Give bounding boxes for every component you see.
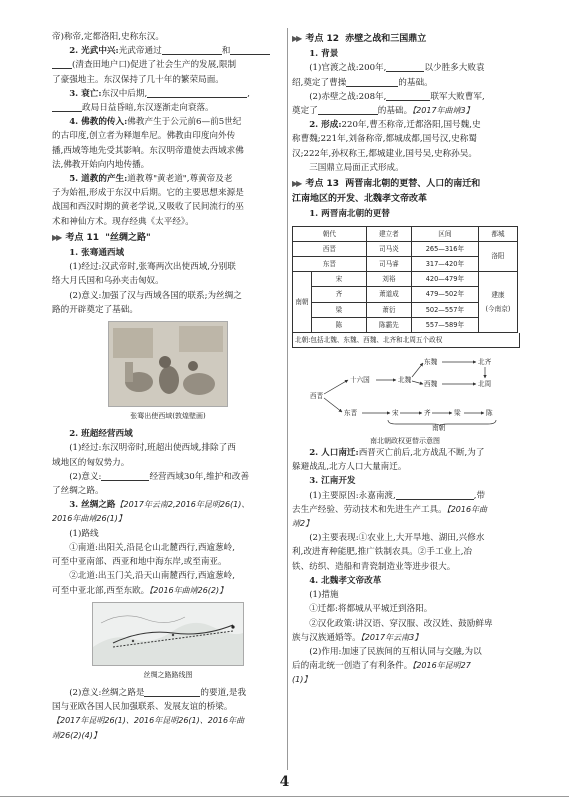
text-line: 子为始祖,形成于东汉中后期。它的主要思想来源是 (52, 188, 244, 199)
text-line: 利,改进育种能肥,推广铁制农具。②手工业上,冶 (292, 547, 473, 558)
text-line: 铁、纺织、造船和青瓷制造业等进步很大。 (292, 561, 456, 572)
text-line: 了豪强地主。东汉保持了几十年的繁荣局面。 (52, 74, 224, 85)
text-line: ②汉化政策:讲汉语、穿汉服、改汉姓、鼓励鲜卑 (309, 618, 493, 629)
text-line: 靖26(2)(4)】 (52, 730, 101, 740)
fill-blank[interactable] (52, 101, 82, 112)
table-cell: 洛阳 (478, 241, 517, 271)
subheading: 1. 背景 (309, 49, 339, 60)
table-cell: 建康 (今南京) (478, 272, 517, 333)
text-line: 绍,奠定了曹操 的基础。 (292, 77, 433, 88)
node-beiwei: 北魏 (398, 376, 412, 385)
table-cell: 南朝 (293, 272, 312, 333)
fill-blank[interactable] (147, 87, 247, 98)
table-cell: 齐 (312, 287, 367, 302)
image-caption: 丝绸之路路线图 (143, 670, 193, 679)
fill-blank[interactable] (396, 489, 474, 500)
text-line: 可至中亚南部、西亚和地中海东岸,或至南亚。 (52, 557, 227, 568)
text-line: (1)主要原因:永嘉南渡, ,带 (309, 490, 486, 501)
subheading: 3. 江南开发 (309, 476, 356, 487)
table-cell: 陈 (312, 317, 367, 332)
fill-blank[interactable] (101, 470, 149, 481)
table-cell: 陈霸先 (366, 317, 411, 332)
text-line: (2)主要表现:①农业上,大开旱地、湖田,兴修水 (309, 533, 485, 544)
fill-blank[interactable] (144, 686, 200, 697)
text-line: 术和神仙方术。现存经典《太平经》。 (52, 216, 194, 227)
diagram-caption: 南北朝政权更替示意图 (370, 437, 440, 446)
text-line: 靖2】 (292, 519, 314, 529)
text-line: 法,佛教开始向内地传播。 (52, 159, 150, 170)
node-song: 宋 (392, 409, 399, 418)
node-dongwei: 东魏 (424, 358, 438, 367)
text-line: 帝)称帝,定都洛阳,史称东汉。 (52, 32, 164, 42)
text-line: (1)经过:汉武帝时,张骞两次出使西域,分别联 (69, 262, 236, 273)
table-cell: 西晋 (293, 241, 367, 256)
table-cell: 东晋 (293, 257, 367, 272)
text-line: 5. 道教的产生:道教尊"黄老道",尊黄帝及老 (69, 174, 233, 185)
text-line: 【2017年昆明26(1)、2016年昆明26(1)、2016年曲 (52, 716, 245, 726)
text-line: 2. 人口南迁:西晋灭亡前后,北方战乱不断,为了 (309, 448, 485, 459)
table-cell: 317—420年 (411, 257, 478, 272)
table-note: 北朝:包括北魏、东魏、西魏、北齐和北周五个政权 (292, 333, 520, 348)
text-line: 汉;222年,孙权称王,都城建业,国号吴,史称孙吴。 (292, 148, 477, 159)
image-caption: 张骞出使西域(敦煌壁画) (130, 412, 206, 421)
table-row (293, 241, 518, 256)
table-cell: 479—502年 (411, 287, 478, 302)
text-line: 2016年曲靖26(1)】 (52, 514, 126, 524)
node-shiliuguo: 十六国 (350, 376, 370, 385)
node-xiwei: 西魏 (424, 380, 438, 389)
text-line: 后的南北统一创造了有利条件。【2016年昆明27 (292, 661, 471, 672)
fill-blank[interactable] (386, 90, 430, 101)
text-line: ②北道:出玉门关,沿天山南麓西行,西逾葱岭, (69, 571, 235, 582)
text-line: (清查田地户口)促进了社会生产的发展,限制 (52, 58, 284, 72)
text-line: (2)意义:丝绸之路是 的要道,是我 (69, 687, 247, 698)
table-header-cell: 朝代 (293, 226, 367, 241)
table-cell: 宋 (312, 272, 367, 287)
table-header-cell: 区间 (411, 226, 478, 241)
text-line: 3. 丝绸之路【2017年云南2,2016年昆明26(1)、 (69, 500, 250, 511)
route-map-illustration (93, 603, 243, 665)
text-line: 政局日益昏暗,东汉逐渐走向衰落。 (52, 101, 284, 115)
text-line: 播,西域等地先受其影响。东汉明帝遣使去西域求佛 (52, 145, 244, 156)
subheading: 2. 班超经营西域 (69, 429, 133, 440)
text-line: 2. 光武中兴:光武帝通过 和 (52, 44, 284, 58)
node-chen: 陈 (486, 409, 493, 418)
fill-blank[interactable] (386, 61, 424, 72)
silk-road-map (92, 602, 244, 666)
text-line: 3. 衰亡:东汉中后期, , (69, 88, 250, 99)
table-header-cell: 建立者 (366, 226, 411, 241)
text-line: 躲避战乱,北方人口大量南迁。 (292, 462, 407, 473)
text-line: 战国和西汉时期的黄老学说,又吸收了民间流行的巫 (52, 202, 244, 213)
fill-blank[interactable] (318, 104, 378, 115)
table-row (293, 272, 518, 287)
text-line: (1)官渡之战:200年, 以少胜多大败袁 (309, 63, 485, 74)
text-line: 域地区的匈奴势力。 (52, 457, 130, 468)
page-number: 4 (279, 774, 290, 790)
text-line: 奠定了 的基础。【2017年曲靖3】 (292, 106, 474, 117)
text-line: (1)】 (292, 675, 312, 685)
double-arrow-icon: ▶▶ (292, 34, 301, 43)
section-heading-k13: ▶▶ 考点 13 两晋南北朝的更替、人口的南迁和 (292, 179, 481, 190)
left-column (52, 30, 284, 743)
dynasty-table (292, 226, 518, 333)
text-line: 可至中亚北部,西至东欧。【2016年曲靖26(2)】 (52, 585, 228, 596)
subheading: 1. 两晋南北朝的更替 (309, 209, 390, 220)
text-line: (1)经过:东汉明帝时,班超出使西域,排除了西 (69, 443, 236, 454)
text-line: (1)路线 (69, 528, 99, 539)
table-cell: 萧道成 (366, 287, 411, 302)
section-heading-k11: ▶▶ 考点 11 "丝绸之路" (52, 232, 151, 243)
table-header-row (293, 226, 518, 241)
table-cell: 265—316年 (411, 241, 478, 256)
text-line: 三国鼎立局面正式形成。 (309, 162, 404, 173)
text-line: 4. 佛教的传入:佛教产生于公元前6—前5世纪 (69, 117, 242, 128)
table-cell: 梁 (312, 302, 367, 317)
text-line: (2)赤壁之战:208年, 联军大败曹军, (309, 91, 485, 102)
column-divider (287, 28, 288, 770)
table-cell: 420—479年 (411, 272, 478, 287)
double-arrow-icon: ▶▶ (292, 179, 301, 189)
section-heading-k12: ▶▶ 考点 12 赤壁之战和三国鼎立 (292, 34, 427, 44)
node-dongjin: 东晋 (344, 409, 358, 418)
text-line: (2)意义: 经营西域30年,维护和改善 (69, 471, 250, 482)
table-cell: 502—557年 (411, 302, 478, 317)
text-line: 了丝绸之路。 (52, 486, 104, 497)
text-line: (1)措施 (309, 590, 339, 601)
fill-blank[interactable] (346, 76, 398, 87)
fill-blank[interactable] (230, 44, 270, 55)
mural-illustration (109, 322, 227, 406)
node-qi: 齐 (424, 409, 431, 418)
node-xijin: 西晋 (310, 392, 324, 401)
double-arrow-icon: ▶▶ (52, 232, 61, 242)
table-cell: 557—589年 (411, 317, 478, 332)
table-cell: 刘裕 (366, 272, 411, 287)
text-line: (2)意义:加强了汉与西域各国的联系;为丝绸之 (69, 290, 242, 301)
table-header-cell: 都城 (478, 226, 517, 241)
fill-blank[interactable] (162, 44, 222, 55)
text-line: 路的开辟奠定了基础。 (52, 304, 138, 315)
text-line: 国与亚欧各国人民加强联系、发展友谊的桥梁。 (52, 702, 233, 713)
fill-blank[interactable] (52, 58, 72, 69)
dynasty-succession-diagram (292, 350, 518, 446)
text-line: 称曹魏;221年,刘备称帝,都城成都,国号汉,史称蜀 (292, 134, 477, 145)
mural-image (108, 321, 228, 407)
table-cell: 萧衍 (366, 302, 411, 317)
text-line: 族与汉族通婚等。【2017年云南3】 (292, 632, 423, 643)
footer-rule (0, 796, 569, 797)
text-line: 去生产经验、劳动技术和先进生产工具。【2016年曲 (292, 504, 488, 515)
text-line: 络大月氏国和乌孙夹击匈奴。 (52, 276, 164, 287)
text-line: (2)作用:加速了民族间的互相认同与交融,为以 (309, 646, 482, 657)
table-cell: 司马睿 (366, 257, 411, 272)
text-line: 的古印度,创立者为释迦牟尼。佛教由印度向外传 (52, 131, 236, 142)
section-heading-k13-cont: 江南地区的开发、北魏孝文帝改革 (292, 194, 428, 205)
node-nanchao: 南朝 (432, 424, 446, 433)
right-column (292, 30, 520, 688)
node-liang: 梁 (454, 409, 461, 418)
text-line: ①南道:出阳关,沿昆仑山北麓西行,西逾葱岭, (69, 542, 235, 553)
node-beiqi: 北齐 (478, 358, 492, 367)
subheading: 1. 张骞通西域 (69, 248, 125, 259)
node-beizhou: 北周 (478, 380, 492, 389)
text-line: 2. 形成:220年,曹丕称帝,迁都洛阳,国号魏,史 (309, 120, 481, 131)
subheading: 4. 北魏孝文帝改革 (309, 575, 382, 586)
table-cell: 司马炎 (366, 241, 411, 256)
text-line: ①迁都:将都城从平城迁到洛阳。 (309, 604, 433, 615)
